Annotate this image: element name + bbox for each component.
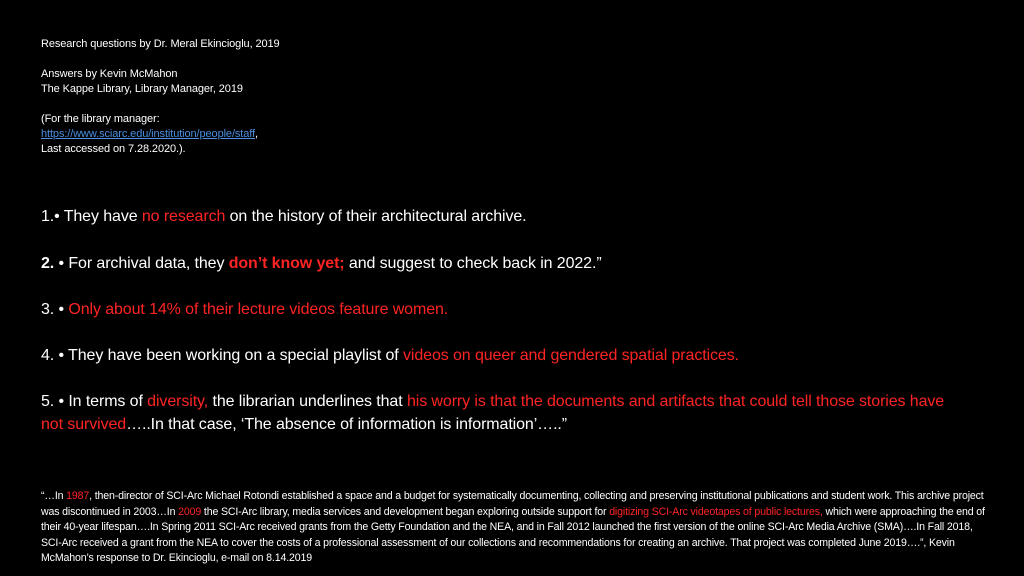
answer-5-highlight-worry: his worry is that the documents and artifacts that could tell those stories have not survived	[41, 393, 945, 433]
answer-3-highlight: Only about 14% of their lecture videos feature women.	[68, 301, 449, 318]
quote-part-4: which were approaching the end of their 40-year lifespan….In Spring 2011 SCI-Arc received grants from the Getty Foundation and the NEA, and in Fall 2012 launched the first version of the online SCI-Arc Media Archive (SMA)….In Fall 2018, SCI-Arc received a grant from the NEA to cover the costs of a professional assessment of our collections and recommendations for creating an archive. That project was completed June 2019….”, Kevin McMahon’s response to Dr. Ekincioglu, e-mail on 8.14.2019	[41, 505, 985, 564]
staff-link-suffix: ,	[255, 128, 258, 140]
answer-2-highlight: don’t know yet;	[228, 255, 345, 272]
header-block	[41, 37, 541, 157]
answer-1-highlight: no research	[141, 208, 226, 225]
answer-2-number: 2.	[41, 255, 55, 272]
answer-4	[41, 344, 739, 367]
quote-part-2: , then-director of SCI-Arc Michael Rotondi established a space and a budget for systematically documenting, collecting and preserving institutional publications and student work. This archive project was discontinued in 2003…In	[41, 490, 984, 518]
answer-1-post: on the history of their architectural archive.	[225, 208, 527, 225]
staff-link-line	[41, 127, 541, 142]
answer-4-pre: 4. • They have been working on a special playlist of	[41, 347, 403, 364]
answer-2-post: and suggest to check back in 2022.”	[344, 255, 602, 272]
email-quote	[41, 489, 989, 567]
answer-5	[41, 390, 961, 436]
answer-5-highlight-diversity: diversity,	[147, 393, 209, 410]
library-credit: The Kappe Library, Library Manager, 2019	[41, 83, 243, 95]
answer-2-pre: • For archival data, they	[54, 255, 229, 272]
quote-highlight-1987: 1987	[66, 490, 90, 502]
last-accessed: Last accessed on 7.28.2020.).	[41, 143, 186, 155]
answers-credit: Answers by Kevin McMahon	[41, 68, 178, 80]
answer-1	[41, 205, 527, 228]
answer-5-mid: the librarian underlines that	[208, 393, 407, 410]
quote-highlight-digitizing: digitizing SCI-Arc videotapes of public lectures,	[609, 505, 823, 518]
quote-part-3: the SCI-Arc library, media services and development began exploring outside support for	[201, 505, 610, 518]
answer-2	[41, 252, 602, 275]
library-manager-note: (For the library manager:	[41, 113, 160, 125]
staff-link[interactable]: https://www.sciarc.edu/institution/people/staff	[41, 128, 255, 140]
quote-highlight-2009: 2009	[178, 505, 202, 518]
answer-3-number: 3. •	[41, 301, 69, 318]
answer-5-post: …..In that case, ‘The absence of information is information’…..”	[126, 416, 567, 433]
answer-1-pre: • They have	[54, 208, 142, 225]
answer-4-highlight: videos on queer and gendered spatial practices.	[403, 347, 739, 364]
quote-part-1: “…In	[41, 490, 67, 502]
answer-5-pre: 5. • In terms of	[41, 393, 148, 410]
answer-1-number: 1.	[41, 208, 55, 225]
research-credit: Research questions by Dr. Meral Ekincioglu, 2019	[41, 38, 280, 50]
email-quote-text	[41, 489, 989, 567]
answer-3	[41, 298, 448, 321]
